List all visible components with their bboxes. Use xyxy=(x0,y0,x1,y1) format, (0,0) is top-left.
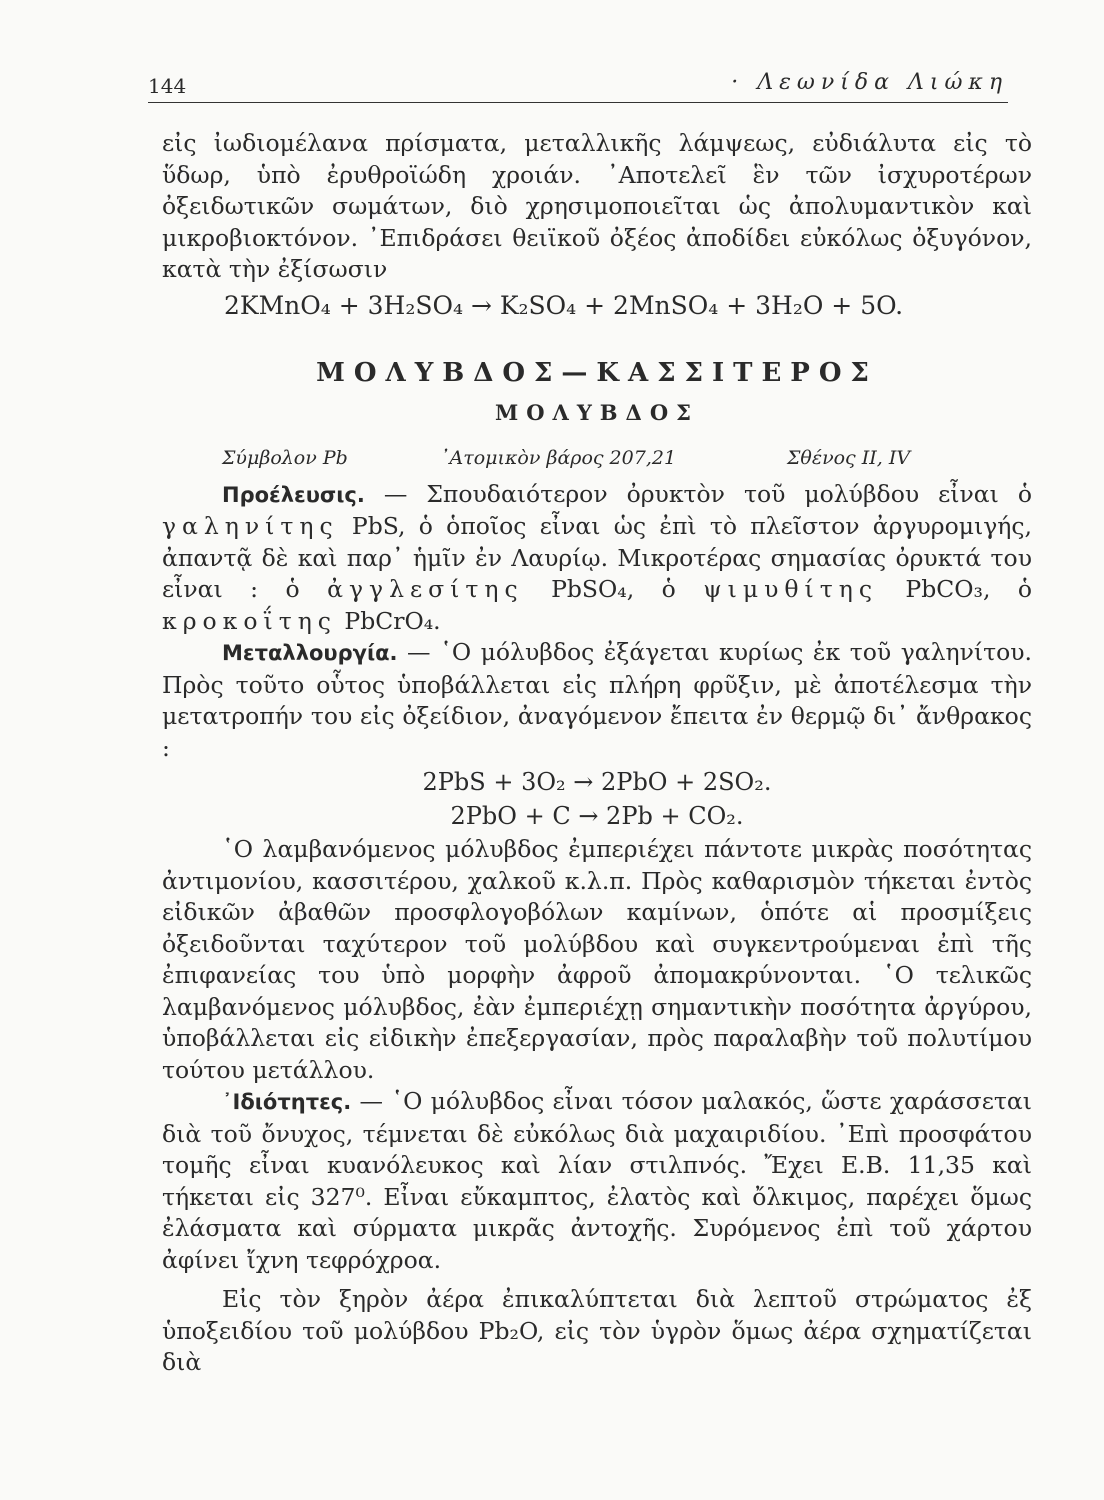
metallurgy-heading: Μεταλλουργία. xyxy=(222,641,398,665)
mineral-cerussite: ψιμυθίτης xyxy=(703,575,878,603)
properties-paragraph xyxy=(162,1086,1032,1276)
chapter-title: ΜΟΛΥΒΔΟΣ—ΚΑΣΣΙΤΕΡΟΣ xyxy=(316,357,878,388)
roasting-equation: 2PbS + 3O₂ → 2PbO + 2SO₂. xyxy=(422,768,772,796)
properties-heading: ᾿Ιδιότητες. xyxy=(222,1090,352,1114)
mineral-crocoite: κροκοΐτης xyxy=(162,606,337,635)
permanganate-equation: 2KMnO₄ + 3H₂SO₄ → K₂SO₄ + 2MnSO₄ + 3H₂O + 5O. xyxy=(224,290,904,320)
refining-paragraph: ῾Ο λαμβανόμενος μόλυβδος ἐμπεριέχει πάντοτε μικρὰς ποσότητας ἀντιμονίου, κασσιτέρου, χαλκοῦ κ.λ.π. Πρὸς καθαρισμὸν τήκεται ἐντὸς εἰδικῶν ἀβαθῶν προσφλογοβόλων καμίνων, ὁπότε αἱ προσμίξεις ὀξειδοῦνται ταχύτερον τοῦ μολύβδου καὶ συγκεντρούμεναι ἐπὶ τῆς ἐπιφανείας του ὑπὸ μορφὴν ἀφροῦ ἀπομακρύνονται. ῾Ο τελικῶς λαμβανόμενος μόλυβδος, ἐὰν ἐμπεριέχῃ σημαντικὴν ποσότητα ἀργύρου, ὑποβάλλεται εἰς εἰδικὴν ἐπεξεργασίαν, πρὸς παραλαβὴν τοῦ πολυτίμου τούτου μετάλλου. xyxy=(162,835,1032,1084)
section-title: ΜΟΛΥΒΔΟΣ xyxy=(494,399,699,425)
page-number: 144 xyxy=(148,74,187,98)
origin-text-4: PbCO₃, ὁ xyxy=(878,575,1032,603)
valence: Σθένος II, IV xyxy=(787,446,911,469)
element-symbol: Σύμβολον Pb xyxy=(222,446,348,469)
page-header xyxy=(148,62,1008,103)
origin-text-3: PbSO₄, ὁ xyxy=(523,575,704,603)
origin-text-5: PbCrO₄. xyxy=(336,606,441,635)
properties-text: — ῾Ο μόλυβδος εἶναι τόσον μαλακός, ὥστε χαράσσεται διὰ τοῦ ὄνυχος, τέμνεται δὲ εὐκόλως διὰ μαχαιριδίου. ᾿Επὶ προσφάτου τομῆς εἶναι κυανόλευκος καὶ λίαν στιλπνός. Ἔχει Ε.Β. 11,35 καὶ τήκεται εἰς 327⁰. Εἶναι εὔκαμπτος, ἐλατὸς καὶ ὄλκιμος, παρέχει ὅμως ἐλάσματα καὶ σύρματα μικρᾶς ἀντοχῆς. Συρόμενος ἐπὶ τοῦ χάρτου ἀφίνει ἴχνη τεφρόχροα. xyxy=(162,1087,1032,1274)
element-info xyxy=(162,439,1032,479)
reduction-equation: 2PbO + C → 2Pb + CO₂. xyxy=(450,802,744,830)
metallurgy-paragraph xyxy=(162,637,1032,764)
running-head: · Λεωνίδα Λιώκη xyxy=(731,70,1008,95)
intro-paragraph: εἰς ἰωδιομέλανα πρίσματα, μεταλλικῆς λάμψεως, εὐδιάλυτα εἰς τὸ ὕδωρ, ὑπὸ ἐρυθροϊώδη χροιάν. ᾿Αποτελεῖ ἓν τῶν ἰσχυροτέρων ὀξειδωτικῶν σωμάτων, διὸ χρησιμοποιεῖται ὡς ἀπολυμαντικὸν καὶ μικροβιοκτόνον. ᾿Επιδράσει θειϊκοῦ ὀξέος ἀποδίδει εὐκόλως ὀξυγόνον, κατὰ τὴν ἐξίσωσιν xyxy=(162,129,1032,283)
mineral-anglesite: ἀγγλεσίτης xyxy=(327,575,524,603)
origin-paragraph xyxy=(162,479,1032,638)
metallurgy-text: — ῾Ο μόλυβδος ἐξάγεται κυρίως ἐκ τοῦ γαληνίτου. Πρὸς τοῦτο οὗτος ὑποβάλλεται εἰς πλήρη φρῦξιν, μὲ ἀποτέλεσμα τὴν μετατροπήν του εἰς ὀξείδιον, ἀναγόμενον ἔπειτα ἐν θερμῷ δι᾿ ἄνθρακος : xyxy=(162,638,1032,762)
origin-heading: Προέλευσις. xyxy=(222,482,365,507)
air-paragraph: Εἰς τὸν ξηρὸν ἀέρα ἐπικαλύπτεται διὰ λεπτοῦ στρώματος ἐξ ὑποξειδίου τοῦ μολύβδου Pb₂O, εἰς τὸν ὑγρὸν ὅμως ἀέρα σχηματίζεται διὰ xyxy=(162,1285,1032,1376)
page-content xyxy=(162,128,1032,1379)
origin-text-1: — Σπουδαιότερον ὀρυκτὸν τοῦ μολύβδου εἶναι ὁ xyxy=(364,479,1032,508)
atomic-weight: ᾿Ατομικὸν βάρος 207,21 xyxy=(440,446,677,469)
mineral-galena: γαληνίτης xyxy=(162,512,339,540)
origin-text-2: PbS, ὁ ὁποῖος εἶναι ὡς ἐπὶ τὸ πλεῖστον ἀργυρομιγής, ἀπαντᾷ δὲ καὶ παρ᾿ ἡμῖν ἐν Λαυρίῳ. Μικροτέρας σημασίας ὀρυκτά του εἶναι : ὁ xyxy=(162,512,1032,603)
